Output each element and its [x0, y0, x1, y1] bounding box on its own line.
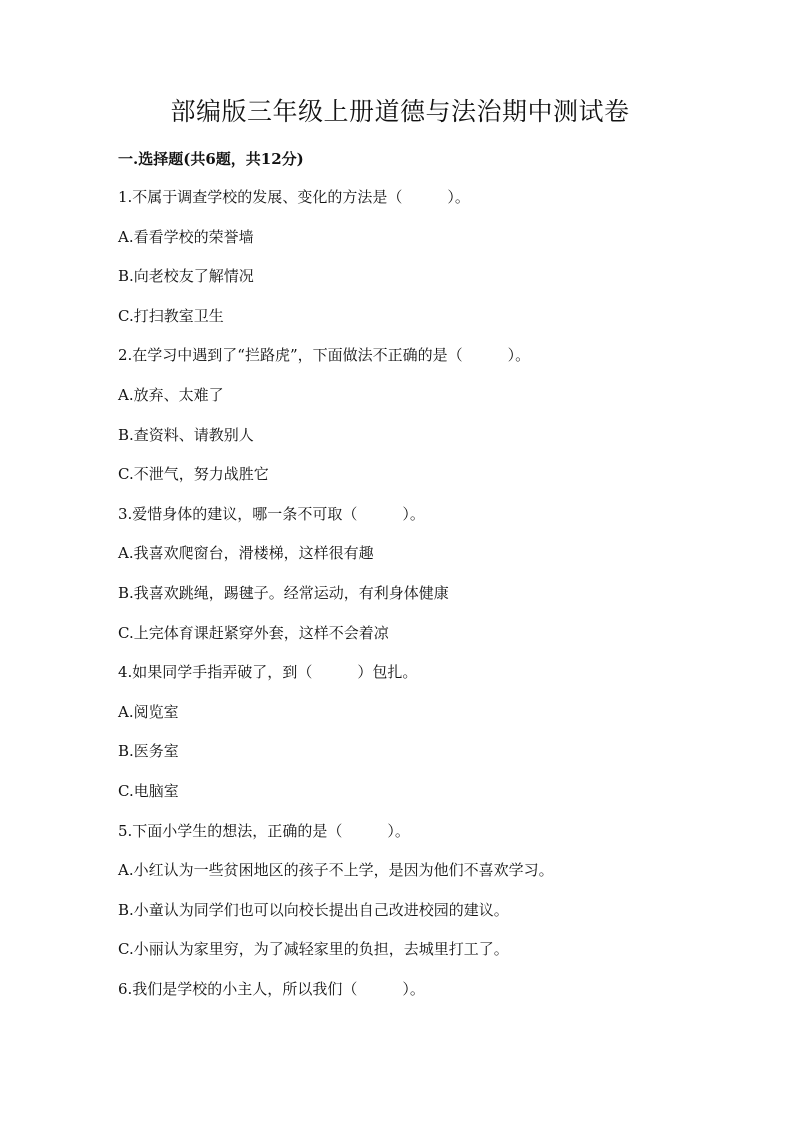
- question-list: [118, 185, 758, 1016]
- option-line: C.上完体育课赶紧穿外套，这样不会着凉: [118, 623, 389, 642]
- section-heading: 一.选择题(共6题，共12分): [118, 150, 304, 168]
- option-line: C.不泄气，努力战胜它: [118, 465, 269, 484]
- option-line: A.看看学校的荣誉墙: [118, 227, 254, 246]
- question-line: 5.下面小学生的想法，正确的是（ ）。: [118, 821, 410, 840]
- option-line: B.查资料、请教别人: [118, 425, 254, 444]
- page-title: 部编版三年级上册道德与法治期中测试卷: [170, 97, 630, 126]
- option-line: C.电脑室: [118, 781, 179, 800]
- question-line: 1.不属于调查学校的发展、变化的方法是（ ）。: [118, 188, 470, 206]
- option-line: B.向老校友了解情况: [118, 267, 254, 286]
- question-line: 2.在学习中遇到了“拦路虎”，下面做法不正确的是（ ）。: [118, 346, 531, 365]
- option-line: A.小红认为一些贫困地区的孩子不上学，是因为他们不喜欢学习。: [118, 861, 554, 880]
- option-line: A.阅览室: [118, 702, 179, 721]
- option-line: A.放弃、太难了: [118, 385, 224, 404]
- option-line: C.打扫教室卫生: [118, 306, 224, 325]
- question-line: 3.爱惜身体的建议，哪一条不可取（ ）。: [118, 504, 425, 523]
- option-line: B.小童认为同学们也可以向校长提出自己改进校园的建议。: [118, 900, 509, 919]
- question-line: 6.我们是学校的小主人，所以我们（ ）。: [118, 979, 425, 998]
- option-line: C.小丽认为家里穷，为了减轻家里的负担，去城里打工了。: [118, 940, 509, 959]
- question-line: 4.如果同学手指弄破了，到（ ）包扎。: [118, 663, 418, 682]
- option-line: B.我喜欢跳绳，踢毽子。经常运动，有利身体健康: [118, 583, 449, 602]
- option-line: A.我喜欢爬窗台，滑楼梯，这样很有趣: [118, 544, 374, 563]
- option-line: B.医务室: [118, 742, 179, 761]
